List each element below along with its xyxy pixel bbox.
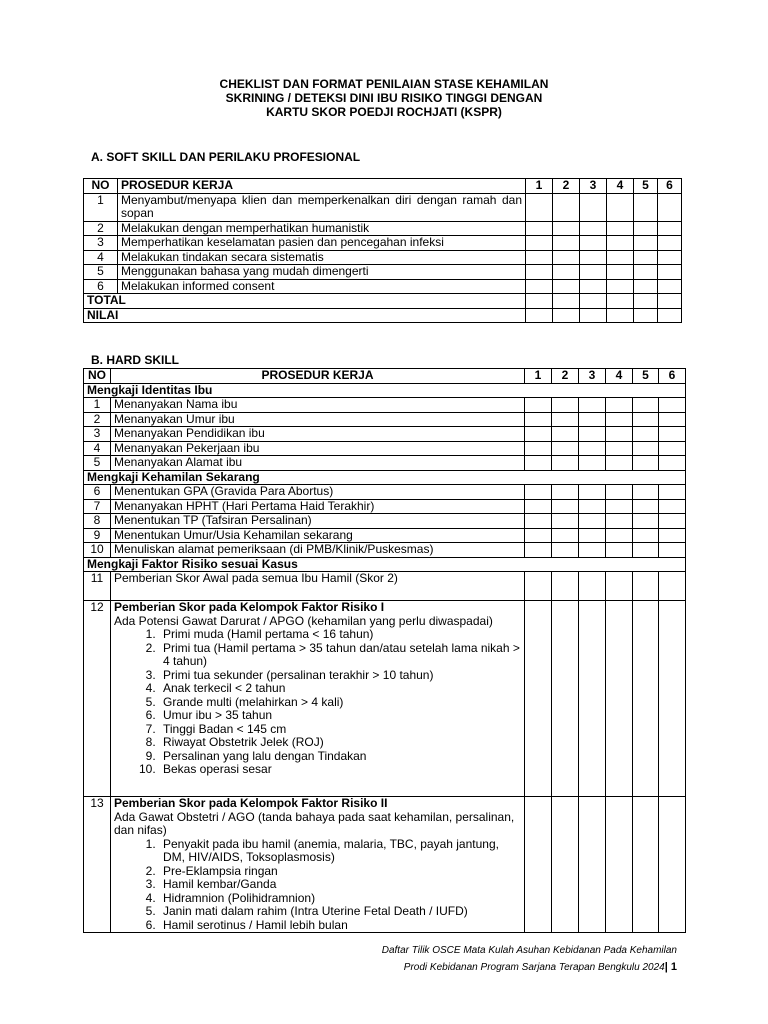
table-row [84,412,686,427]
score-cell[interactable] [606,427,633,442]
footer-line-2 [382,959,677,976]
score-cell[interactable] [526,221,553,236]
score-cell[interactable] [659,441,686,456]
score-cell[interactable] [552,528,579,543]
score-cell[interactable] [580,265,607,280]
score-cell[interactable] [552,499,579,514]
score-cell[interactable] [525,543,552,558]
row-no: 5 [84,456,111,471]
nilai-label: NILAI [84,308,526,323]
row-no: 6 [84,485,111,500]
score-cell[interactable] [606,528,633,543]
nilai-row [84,308,682,323]
score-cell[interactable] [606,514,633,529]
score-cell[interactable] [553,250,580,265]
score-cell[interactable] [526,308,553,323]
score-cell[interactable] [525,528,552,543]
score-cell[interactable] [580,294,607,309]
score-cell[interactable] [633,514,659,529]
row-text: Pemberian Skor Awal pada semua Ibu Hamil (Skor 2) [111,572,525,601]
score-cell[interactable] [606,412,633,427]
score-cell[interactable] [525,514,552,529]
score-cell[interactable] [525,797,552,933]
footer-line-1: Daftar Tilik OSCE Mata Kulah Asuhan Kebidanan Pada Kehamilan [381,945,677,956]
row-no: 5 [84,265,118,280]
row-no: 10 [84,543,111,558]
score-cell[interactable] [553,265,580,280]
score-cell[interactable] [606,441,633,456]
row-no: 13 [84,797,111,933]
header-col-1: 1 [525,369,552,384]
group-row [84,557,686,572]
header-col-4: 4 [606,369,633,384]
risk-group-1-title: Pemberian Skor pada Kelompok Faktor Risiko I [114,600,385,614]
score-cell[interactable] [525,572,552,601]
table-row [84,250,682,265]
score-cell[interactable] [525,441,552,456]
row-no: 4 [84,441,111,456]
list-item: 2. Primi tua (Hamil pertama > 35 tahun dan/atau setelah lama nikah > 4 tahun) [159,642,521,669]
group-title-kehamilan: Mengkaji Kehamilan Sekarang [84,470,686,485]
score-cell[interactable] [659,485,686,500]
score-cell[interactable] [525,456,552,471]
score-cell[interactable] [526,265,553,280]
score-cell[interactable] [634,265,658,280]
score-cell[interactable] [553,294,580,309]
score-cell[interactable] [634,236,658,251]
row-text: Menyambut/menyapa klien dan memperkenalkan diri dengan ramah dan sopan [118,193,526,221]
score-cell[interactable] [525,499,552,514]
list-item: 9. Persalinan yang lalu dengan Tindakan [159,750,521,764]
score-cell[interactable] [526,250,553,265]
table-row [84,499,686,514]
header-prosedur: PROSEDUR KERJA [118,179,526,194]
total-row [84,294,682,309]
score-cell[interactable] [552,543,579,558]
table-row [84,279,682,294]
table-row [84,441,686,456]
score-cell[interactable] [553,279,580,294]
row-no: 11 [84,572,111,601]
risk-group-1-cell [111,601,525,797]
score-cell[interactable] [606,601,633,797]
header-col-5: 5 [634,179,658,194]
row-text: Menggunakan bahasa yang mudah dimengerti [118,265,526,280]
score-cell[interactable] [634,221,658,236]
score-cell[interactable] [633,485,659,500]
list-item: 10. Bekas operasi sesar [159,763,521,777]
score-cell[interactable] [606,485,633,500]
row-text: Melakukan informed consent [118,279,526,294]
score-cell[interactable] [552,572,579,601]
row-no: 3 [84,236,118,251]
table-row [84,514,686,529]
score-cell[interactable] [552,601,579,797]
score-cell[interactable] [580,250,607,265]
header-col-3: 3 [580,179,607,194]
score-cell[interactable] [659,427,686,442]
risk-group-2-cell [111,797,525,933]
score-cell[interactable] [607,279,634,294]
score-cell[interactable] [580,221,607,236]
table-row [84,427,686,442]
score-cell[interactable] [633,572,659,601]
risk-group-2-title: Pemberian Skor pada Kelompok Faktor Risiko II [114,796,388,810]
score-cell[interactable] [634,294,658,309]
score-cell[interactable] [659,499,686,514]
score-cell[interactable] [552,514,579,529]
row-text: Menentukan GPA (Gravida Para Abortus) [111,485,525,500]
score-cell[interactable] [634,193,658,221]
score-cell[interactable] [579,797,606,933]
score-cell[interactable] [553,308,580,323]
section-a-heading: A. SOFT SKILL DAN PERILAKU PROFESIONAL [91,150,361,164]
score-cell[interactable] [579,412,606,427]
score-cell[interactable] [633,499,659,514]
score-cell[interactable] [552,456,579,471]
hard-skill-table [83,368,686,933]
score-cell[interactable] [552,427,579,442]
score-cell[interactable] [606,543,633,558]
score-cell[interactable] [579,398,606,413]
row-text: Melakukan tindakan secara sistematis [118,250,526,265]
score-cell[interactable] [579,441,606,456]
list-item: 4. Anak terkecil < 2 tahun [159,682,521,696]
score-cell[interactable] [607,221,634,236]
score-cell[interactable] [659,514,686,529]
risk-group-1-list [114,628,521,777]
score-cell[interactable] [579,427,606,442]
footer-line-2-text: Prodi Kebidanan Program Sarjana Terapan Bengkulu 2024 [403,962,665,973]
row-no: 2 [84,412,111,427]
list-item: 1. Penyakit pada ibu hamil (anemia, malaria, TBC, payah jantung, DM, HIV/AIDS, Toksoplasmosis) [159,838,521,865]
list-item: 1. Primi muda (Hamil pertama < 16 tahun) [159,628,521,642]
score-cell[interactable] [553,221,580,236]
list-item: 8. Riwayat Obstetrik Jelek (ROJ) [159,736,521,750]
header-col-4: 4 [607,179,634,194]
score-cell[interactable] [579,499,606,514]
score-cell[interactable] [580,279,607,294]
score-cell[interactable] [579,514,606,529]
score-cell[interactable] [607,294,634,309]
score-cell[interactable] [659,528,686,543]
score-cell[interactable] [526,236,553,251]
score-cell[interactable] [658,221,682,236]
score-cell[interactable] [579,485,606,500]
document-title [0,77,768,119]
table-row [84,601,686,797]
row-no: 12 [84,601,111,797]
score-cell[interactable] [552,485,579,500]
list-item: 6. Umur ibu > 35 tahun [159,709,521,723]
row-no: 9 [84,528,111,543]
list-item: 3. Hamil kembar/Ganda [159,878,521,892]
score-cell[interactable] [658,265,682,280]
score-cell[interactable] [607,250,634,265]
row-no: 8 [84,514,111,529]
score-cell[interactable] [607,265,634,280]
score-cell[interactable] [526,279,553,294]
header-col-5: 5 [633,369,659,384]
score-cell[interactable] [606,572,633,601]
header-no: NO [84,369,111,384]
title-line-1: CHEKLIST DAN FORMAT PENILAIAN STASE KEHAMILAN [219,77,549,91]
score-cell[interactable] [659,797,686,933]
list-item: 4. Hidramnion (Polihidramnion) [159,892,521,906]
row-no: 1 [84,398,111,413]
title-line-3: KARTU SKOR POEDJI ROCHJATI (KSPR) [266,105,502,119]
table-header-row [84,179,682,194]
score-cell[interactable] [525,412,552,427]
row-text: Menuliskan alamat pemeriksaan (di PMB/Klinik/Puskesmas) [111,543,525,558]
header-col-2: 2 [552,369,579,384]
score-cell[interactable] [526,294,553,309]
score-cell[interactable] [633,543,659,558]
score-cell[interactable] [606,797,633,933]
header-col-3: 3 [579,369,606,384]
score-cell[interactable] [658,294,682,309]
score-cell[interactable] [606,398,633,413]
score-cell[interactable] [659,456,686,471]
table-row [84,543,686,558]
row-no: 4 [84,250,118,265]
score-cell[interactable] [553,236,580,251]
score-cell[interactable] [659,412,686,427]
header-prosedur: PROSEDUR KERJA [111,369,525,384]
list-item: 5. Janin mati dalam rahim (Intra Uterine Fetal Death / IUFD) [159,905,521,919]
score-cell[interactable] [659,543,686,558]
group-title-faktor-risiko: Mengkaji Faktor Risiko sesuai Kasus [84,557,686,572]
row-text: Melakukan dengan memperhatikan humanistik [118,221,526,236]
table-row [84,797,686,933]
score-cell[interactable] [658,308,682,323]
soft-skill-table [83,178,682,323]
score-cell[interactable] [633,398,659,413]
score-cell[interactable] [579,572,606,601]
list-item: 3. Primi tua sekunder (persalinan terakhir > 10 tahun) [159,669,521,683]
score-cell[interactable] [552,412,579,427]
row-text: Menanyakan HPHT (Hari Pertama Haid Terakhir) [111,499,525,514]
header-col-2: 2 [553,179,580,194]
score-cell[interactable] [553,193,580,221]
score-cell[interactable] [633,441,659,456]
header-col-6: 6 [659,369,686,384]
score-cell[interactable] [634,308,658,323]
row-no: 6 [84,279,118,294]
total-label: TOTAL [84,294,526,309]
table-row [84,221,682,236]
table-row [84,528,686,543]
group-row [84,383,686,398]
header-col-1: 1 [526,179,553,194]
score-cell[interactable] [580,193,607,221]
score-cell[interactable] [606,499,633,514]
score-cell[interactable] [658,236,682,251]
row-text: Menentukan Umur/Usia Kehamilan sekarang [111,528,525,543]
score-cell[interactable] [606,456,633,471]
row-text: Menanyakan Pendidikan ibu [111,427,525,442]
list-item: 2. Pre-Eklampsia ringan [159,865,521,879]
score-cell[interactable] [634,279,658,294]
score-cell[interactable] [658,193,682,221]
score-cell[interactable] [658,250,682,265]
page-number: | 1 [664,961,677,973]
row-no: 7 [84,499,111,514]
header-no: NO [84,179,118,194]
table-row [84,398,686,413]
header-col-6: 6 [658,179,682,194]
row-text: Menanyakan Alamat ibu [111,456,525,471]
score-cell[interactable] [607,193,634,221]
score-cell[interactable] [552,797,579,933]
score-cell[interactable] [579,601,606,797]
score-cell[interactable] [607,308,634,323]
title-line-2: SKRINING / DETEKSI DINI IBU RISIKO TINGGI DENGAN [225,91,543,105]
score-cell[interactable] [580,236,607,251]
score-cell[interactable] [579,456,606,471]
score-cell[interactable] [659,601,686,797]
score-cell[interactable] [552,441,579,456]
group-title-identitas: Mengkaji Identitas Ibu [84,383,686,398]
score-cell[interactable] [552,398,579,413]
row-text: Menanyakan Umur ibu [111,412,525,427]
risk-group-1-subtitle: Ada Potensi Gawat Darurat / APGO (kehamilan yang perlu diwaspadai) [114,613,493,628]
score-cell[interactable] [633,797,659,933]
score-cell[interactable] [633,412,659,427]
list-item: 6. Hamil serotinus / Hamil lebih bulan [159,919,521,933]
row-no: 3 [84,427,111,442]
score-cell[interactable] [659,572,686,601]
score-cell[interactable] [633,427,659,442]
score-cell[interactable] [525,398,552,413]
table-row [84,265,682,280]
section-b-heading: B. HARD SKILL [91,353,179,367]
list-item: 5. Grande multi (melahirkan > 4 kali) [159,696,521,710]
risk-group-2-list [114,838,521,933]
score-cell[interactable] [579,528,606,543]
score-cell[interactable] [659,398,686,413]
score-cell[interactable] [525,427,552,442]
score-cell[interactable] [633,601,659,797]
score-cell[interactable] [580,308,607,323]
score-cell[interactable] [633,528,659,543]
table-row [84,193,682,221]
table-row [84,572,686,601]
row-no: 2 [84,221,118,236]
score-cell[interactable] [633,456,659,471]
table-row [84,485,686,500]
score-cell[interactable] [579,543,606,558]
row-text: Menentukan TP (Tafsiran Persalinan) [111,514,525,529]
table-row [84,236,682,251]
score-cell[interactable] [525,485,552,500]
risk-group-2-subtitle: Ada Gawat Obstetri / AGO (tanda bahaya pada saat kehamilan, persalinan, dan nifas) [114,809,515,837]
score-cell[interactable] [525,601,552,797]
list-item: 7. Tinggi Badan < 145 cm [159,723,521,737]
row-text: Memperhatikan keselamatan pasien dan pencegahan infeksi [118,236,526,251]
score-cell[interactable] [634,250,658,265]
row-text: Menanyakan Pekerjaan ibu [111,441,525,456]
page-footer [382,943,677,976]
group-row [84,470,686,485]
score-cell[interactable] [607,236,634,251]
score-cell[interactable] [526,193,553,221]
table-row [84,456,686,471]
row-no: 1 [84,193,118,221]
score-cell[interactable] [658,279,682,294]
table-header-row [84,369,686,384]
row-text: Menanyakan Nama ibu [111,398,525,413]
